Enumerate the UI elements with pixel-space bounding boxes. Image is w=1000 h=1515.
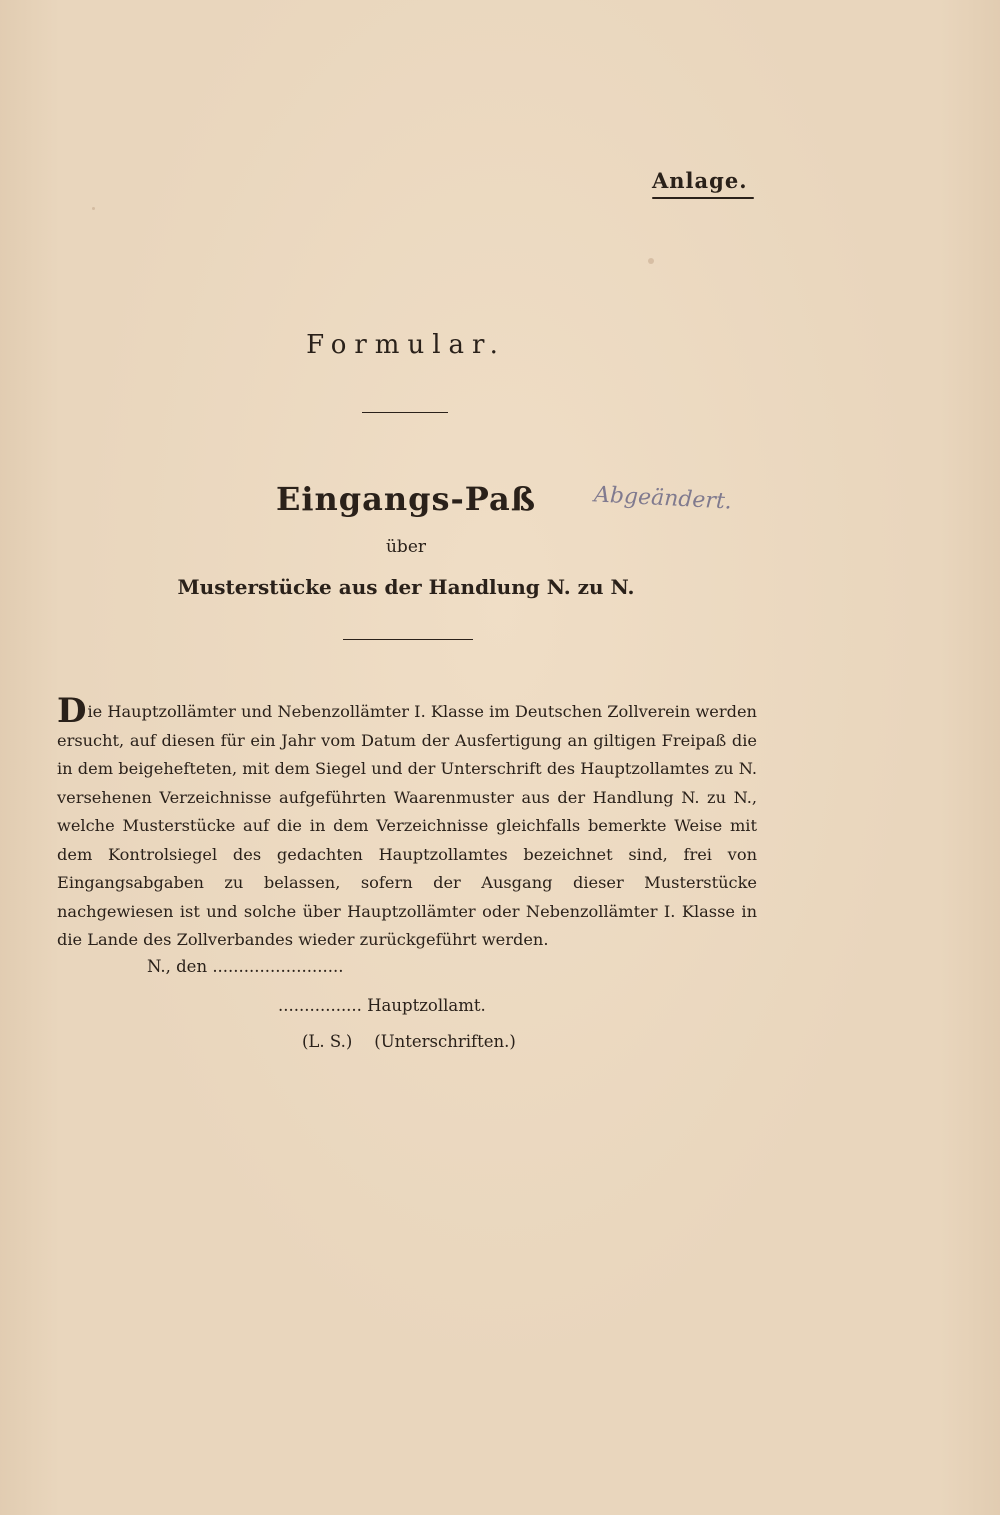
document-subtitle: Musterstücke aus der Handlung N. zu N. xyxy=(177,575,635,599)
place-date-line: N., den ......................... xyxy=(147,957,344,976)
form-heading: Formular. xyxy=(306,330,506,360)
signatures-label: (Unterschriften.) xyxy=(374,1032,516,1051)
divider-rule xyxy=(362,412,448,413)
paper-stain xyxy=(92,207,95,210)
annex-underline xyxy=(652,197,754,199)
document-title: Eingangs-Paß xyxy=(275,480,537,518)
body-paragraph xyxy=(57,691,757,955)
annex-label: Anlage. xyxy=(652,168,748,193)
over-word: über xyxy=(385,537,427,557)
seal-mark: (L. S.) xyxy=(302,1032,353,1051)
drop-cap: D xyxy=(57,691,87,731)
seal-line xyxy=(302,1032,538,1051)
office-line: ................ Hauptzollamt. xyxy=(278,996,486,1015)
body-text: ie Hauptzollämter und Nebenzollämter I. Klasse im Deutschen Zollverein werden ersucht, auf diesen für ein Jahr vom Datum der Ausfertigung an giltigen Freipaß die in dem beigehefteten, mit dem Siegel und der Unterschrift des Hauptzollamtes zu N. versehenen Verzeichnisse aufgeführten Waarenmuster aus der Handlung N. zu N., welche Musterstücke auf die in dem Verzeichnisse gleichfalls bemerkte Weise mit dem Kontrolsiegel des gedachten Hauptzollamtes bezeichnet sind, frei von Eingangsabgaben zu belassen, sofern der Ausgang dieser Musterstücke nachgewiesen ist und solche über Hauptzollämter oder Nebenzollämter I. Klasse in die Lande des Zollverbandes wieder zurückgeführt werden. xyxy=(57,702,757,949)
paper-stain xyxy=(648,258,654,264)
handwritten-note: Abgeändert. xyxy=(593,482,733,515)
divider-rule xyxy=(343,639,473,640)
